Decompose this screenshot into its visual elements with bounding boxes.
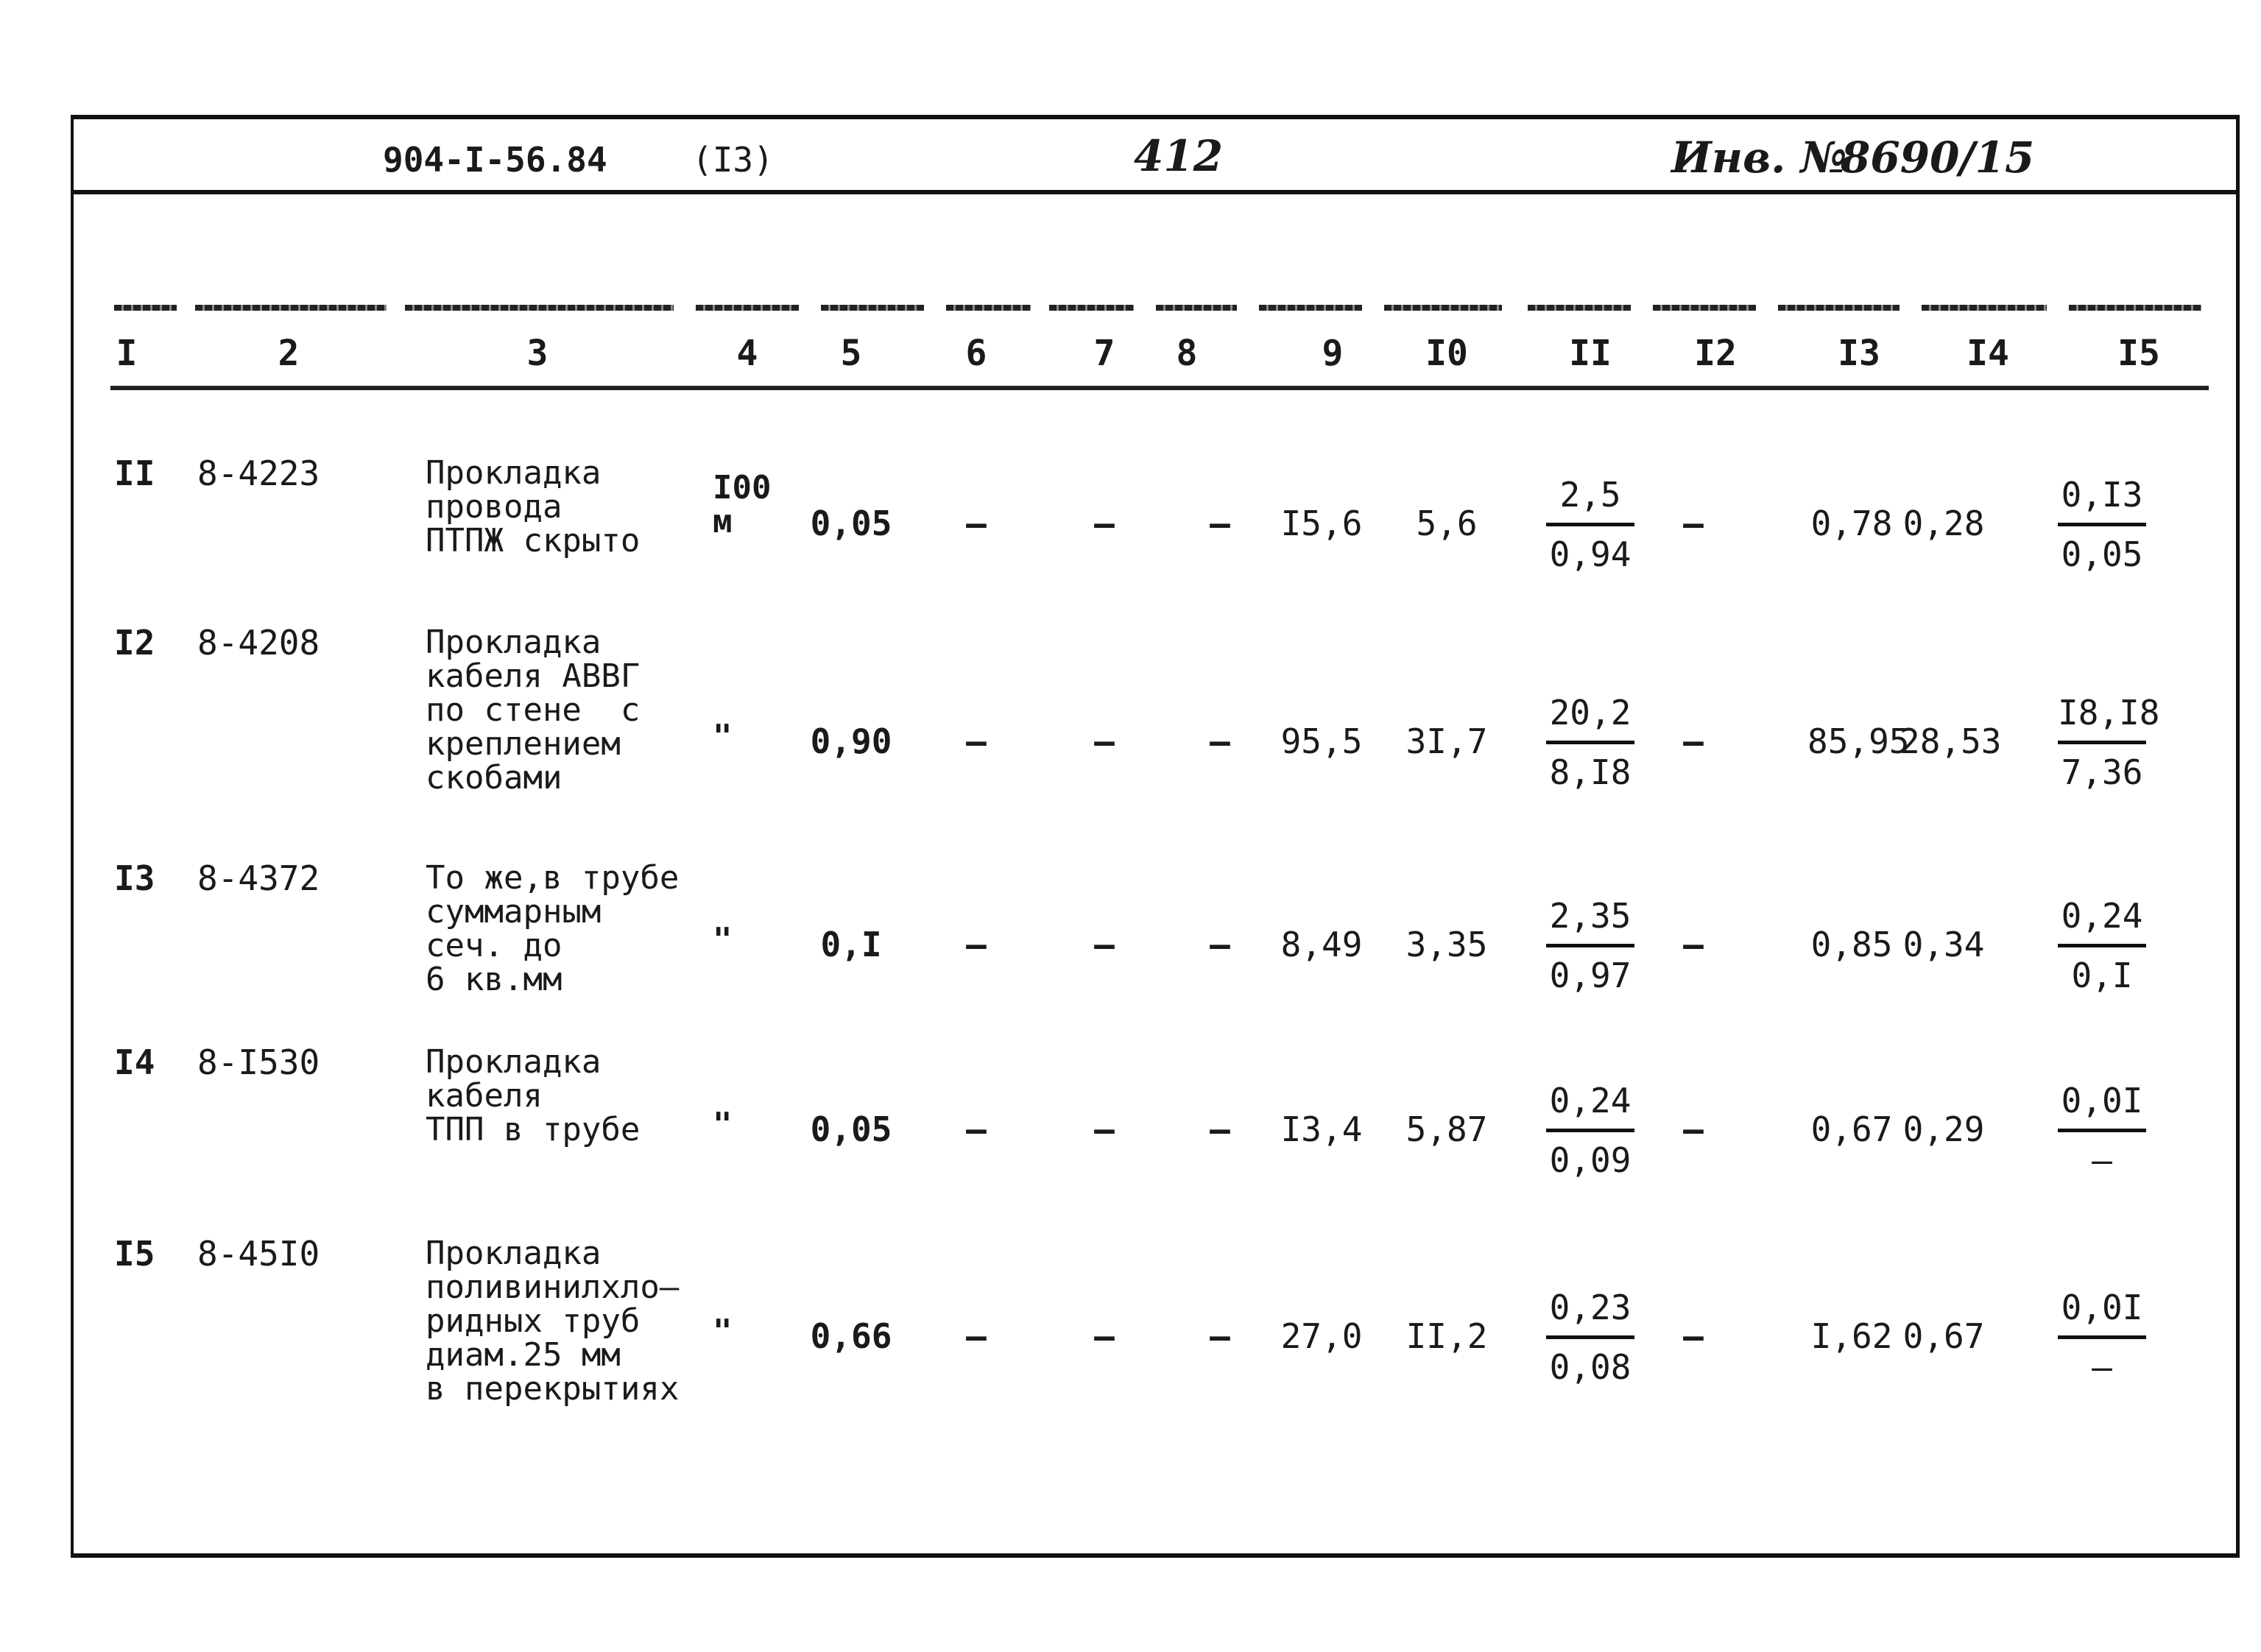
column-number: I [116,333,138,374]
quantity: 0,I [820,925,882,964]
value-col-11-bar [1546,944,1634,947]
work-description-line: кабеля АВВГ [426,657,641,695]
value-col-14: 0,28 [1902,504,1985,543]
column-number: 9 [1322,333,1344,374]
unit-of-measure: м [713,503,733,540]
dash-rule-segment [1528,305,1631,311]
value-col-15-denominator: – [2092,1347,2112,1387]
value-col-12: – [1683,721,1704,761]
dash-rule-segment [1653,305,1756,311]
value-col-15-numerator: 0,24 [2061,896,2143,936]
quantity: 0,90 [810,721,892,761]
column-number: I2 [1694,333,1737,374]
work-description-line: суммарным [426,893,602,931]
quantity: 0,66 [810,1316,892,1356]
work-description-line: в перекрытиях [426,1370,680,1408]
column-header-rule [110,386,2209,390]
value-col-9: 95,5 [1280,721,1363,761]
value-col-13: 0,78 [1810,504,1893,543]
value-col-11-denominator: 8,I8 [1549,752,1632,792]
value-col-9: I5,6 [1280,504,1363,543]
work-description-line: ПТПЖ скрыто [426,522,641,560]
value-col-6: – [966,1109,987,1149]
value-col-7: – [1094,1316,1115,1356]
quantity: 0,05 [810,1109,892,1149]
column-number: I0 [1425,333,1468,374]
value-col-8: – [1210,504,1230,543]
value-col-9: 8,49 [1280,925,1363,964]
column-number: I5 [2117,333,2160,374]
row-number: I3 [114,858,155,898]
rate-code: 8-45I0 [197,1234,320,1274]
work-description-line: провода [426,488,562,526]
value-col-14: 0,29 [1902,1109,1985,1149]
value-col-15-denominator: 0,05 [2061,534,2143,574]
rate-code: 8-4223 [197,453,320,493]
column-number: 2 [278,333,300,374]
quantity: 0,05 [810,504,892,543]
value-col-11 [1546,692,1634,793]
work-description-line: 6 кв.мм [426,961,562,998]
value-col-11-bar [1546,741,1634,744]
value-col-8: – [1210,925,1230,964]
value-col-15-denominator: – [2092,1140,2112,1180]
value-col-7: – [1094,504,1115,543]
work-description-line: То же,в трубе [426,859,680,897]
column-number: I3 [1838,333,1880,374]
value-col-15-numerator: 0,0I [2061,1288,2143,1327]
work-description-line: сеч. до [426,927,562,964]
value-col-15-bar [2058,523,2146,526]
value-col-11 [1546,474,1634,575]
value-col-8: – [1210,1316,1230,1356]
work-description-line: скобами [426,759,562,797]
value-col-11-denominator: 0,94 [1549,534,1632,574]
column-number: I4 [1967,333,2009,374]
value-col-12: – [1683,925,1704,964]
value-col-10: 3,35 [1405,925,1488,964]
dash-rule-segment [2069,305,2201,311]
value-col-10: 5,87 [1405,1109,1488,1149]
dash-rule-segment [405,305,674,311]
value-col-14: 28,53 [1900,721,2002,761]
value-col-15 [2058,1080,2146,1181]
value-col-9: 27,0 [1280,1316,1363,1356]
work-description-line: креплением [426,725,621,763]
value-col-14: 0,67 [1902,1316,1985,1356]
header-rule [74,190,2238,194]
value-col-7: – [1094,721,1115,761]
row-number: I4 [114,1042,155,1082]
rate-code: 8-4208 [197,623,320,663]
value-col-15 [2058,895,2146,996]
work-description-line: ТПП в трубе [426,1111,641,1148]
value-col-15-numerator: 0,0I [2061,1081,2143,1120]
value-col-8: – [1210,721,1230,761]
column-number: 6 [965,333,987,374]
rate-code: 8-4372 [197,858,320,898]
value-col-11-numerator: 0,23 [1549,1288,1632,1327]
value-col-14: 0,34 [1902,925,1985,964]
value-col-13: I,62 [1810,1316,1893,1356]
value-col-11-numerator: 2,35 [1549,896,1632,936]
work-description-line: ридных труб [426,1302,641,1340]
value-col-15-numerator: I8,I8 [2058,693,2160,733]
value-col-11-numerator: 0,24 [1549,1081,1632,1120]
value-col-15-bar [2058,741,2146,744]
value-col-10: 3I,7 [1405,721,1488,761]
value-col-11-denominator: 0,08 [1549,1347,1632,1387]
value-col-11-bar [1546,1129,1634,1132]
value-col-15-bar [2058,1335,2146,1339]
value-col-12: – [1683,504,1704,543]
value-col-6: – [966,721,987,761]
value-col-7: – [1094,1109,1115,1149]
column-number: II [1569,333,1612,374]
work-description-line: диам.25 мм [426,1336,621,1374]
dash-rule-segment [821,305,924,311]
dash-rule-segment [1922,305,2047,311]
value-col-13: 0,67 [1810,1109,1893,1149]
value-col-15 [2058,474,2146,575]
dash-rule-segment [1156,305,1237,311]
dash-rule-segment [696,305,799,311]
dash-rule-segment [1778,305,1900,311]
unit-of-measure: " [713,1313,733,1350]
value-col-11 [1546,1080,1634,1181]
value-col-11-bar [1546,1335,1634,1339]
value-col-9: I3,4 [1280,1109,1363,1149]
value-col-12: – [1683,1109,1704,1149]
work-description-line: кабеля [426,1077,543,1115]
work-description-line: по стене с [426,691,641,729]
unit-of-measure: " [713,1106,733,1143]
value-col-6: – [966,504,987,543]
work-description-line: поливинилхло– [426,1268,680,1306]
column-number: 3 [526,333,549,374]
value-col-11-denominator: 0,97 [1549,956,1632,995]
value-col-11-bar [1546,523,1634,526]
rate-code: 8-I530 [197,1042,320,1082]
value-col-15 [2058,692,2160,793]
doc-code: 904-I-56.84 [383,140,607,180]
unit-of-measure: " [713,921,733,959]
row-number: I2 [114,623,155,663]
unit-of-measure: I00 [713,469,772,506]
work-description-line: Прокладка [426,1235,602,1272]
work-description-line: Прокладка [426,454,602,492]
unit-of-measure: " [713,718,733,755]
dash-rule-segment [114,305,177,311]
work-description-line: Прокладка [426,624,602,661]
value-col-11 [1546,895,1634,996]
dash-rule-segment [946,305,1031,311]
value-col-12: – [1683,1316,1704,1356]
dash-rule-segment [1259,305,1362,311]
inventory-number: 8690/15 [1841,133,2035,183]
row-number: II [114,453,155,493]
value-col-6: – [966,1316,987,1356]
value-col-11-numerator: 20,2 [1549,693,1632,733]
value-col-15-denominator: 0,I [2071,956,2133,995]
column-number: 5 [840,333,862,374]
row-number: I5 [114,1234,155,1274]
value-col-15-numerator: 0,I3 [2061,475,2143,515]
value-col-11 [1546,1287,1634,1388]
value-col-13: 0,85 [1810,925,1893,964]
value-col-15-bar [2058,944,2146,947]
dash-rule-segment [195,305,387,311]
column-number: 4 [736,333,758,374]
value-col-10: 5,6 [1416,504,1478,543]
dash-rule-segment [1049,305,1134,311]
dash-rule-segment [1384,305,1502,311]
sheet-ref: (I3) [692,140,774,180]
page-number: 412 [1134,131,1224,181]
value-col-6: – [966,925,987,964]
value-col-8: – [1210,1109,1230,1149]
value-col-7: – [1094,925,1115,964]
work-description-line: Прокладка [426,1043,602,1081]
column-number: 7 [1093,333,1115,374]
value-col-11-numerator: 2,5 [1559,475,1621,515]
value-col-15-bar [2058,1129,2146,1132]
value-col-10: II,2 [1405,1316,1488,1356]
value-col-15-denominator: 7,36 [2061,752,2143,792]
column-number: 8 [1176,333,1198,374]
value-col-13: 85,95 [1807,721,1910,761]
inventory-label: Инв. № [1671,133,1847,183]
value-col-11-denominator: 0,09 [1549,1140,1632,1180]
value-col-15 [2058,1287,2146,1388]
